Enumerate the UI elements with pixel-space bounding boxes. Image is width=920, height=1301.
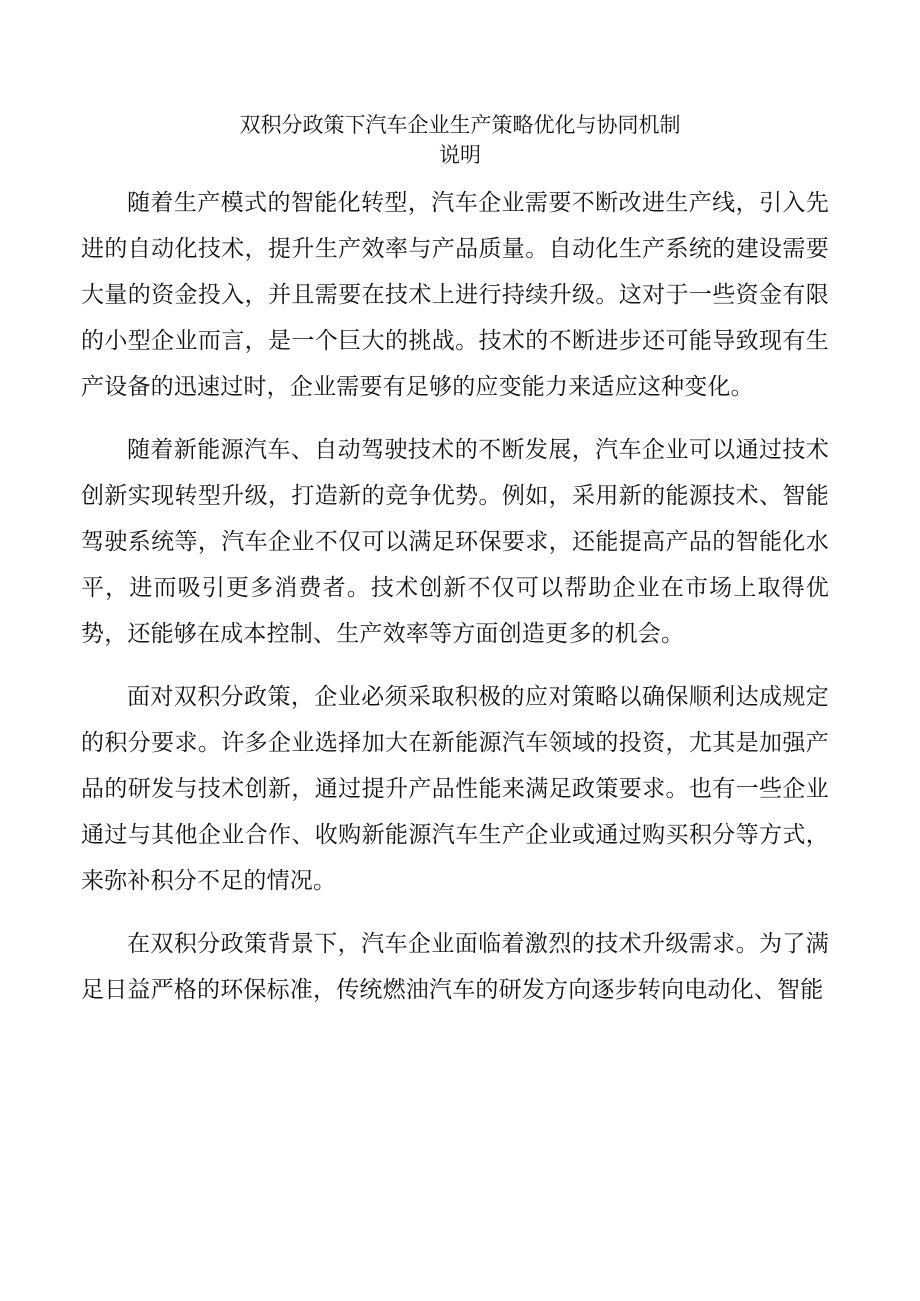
paragraph-3: 面对双积分政策，企业必须采取积极的应对策略以确保顺利达成规定的积分要求。许多企业选择加大在新能源汽车领域的投资，尤其是加强产品的研发与技术创新，通过提升产品性能来满足政策要求。也有一些企业通过与其他企业合作、收购新能源汽车生产企业或通过购买积分等方式，来弥补积分不足的情况。 [81, 684, 829, 894]
title-block [0, 110, 920, 170]
paragraph-2: 随着新能源汽车、自动驾驶技术的不断发展，汽车企业可以通过技术创新实现转型升级，打造新的竞争优势。例如，采用新的能源技术、智能驾驶系统等，汽车企业不仅可以满足环保要求，还能提高产品的智能化水平，进而吸引更多消费者。技术创新不仅可以帮助企业在市场上取得优势，还能够在成本控制、生产效率等方面创造更多的机会。 [81, 437, 829, 647]
paragraph-1: 随着生产模式的智能化转型，汽车企业需要不断改进生产线，引入先进的自动化技术，提升生产效率与产品质量。自动化生产系统的建设需要大量的资金投入，并且需要在技术上进行持续升级。这对于一些资金有限的小型企业而言，是一个巨大的挑战。技术的不断进步还可能导致现有生产设备的迅速过时，企业需要有足够的应变能力来适应这种变化。 [81, 190, 829, 400]
paragraph-4: 在双积分政策背景下，汽车企业面临着激烈的技术升级需求。为了满足日益严格的环保标准，传统燃油汽车的研发方向逐步转向电动化、智能 [81, 931, 829, 1003]
document-body [81, 180, 829, 1030]
document-subtitle: 说明 [439, 143, 481, 167]
document-title: 双积分政策下汽车企业生产策略优化与协同机制 [239, 113, 681, 137]
